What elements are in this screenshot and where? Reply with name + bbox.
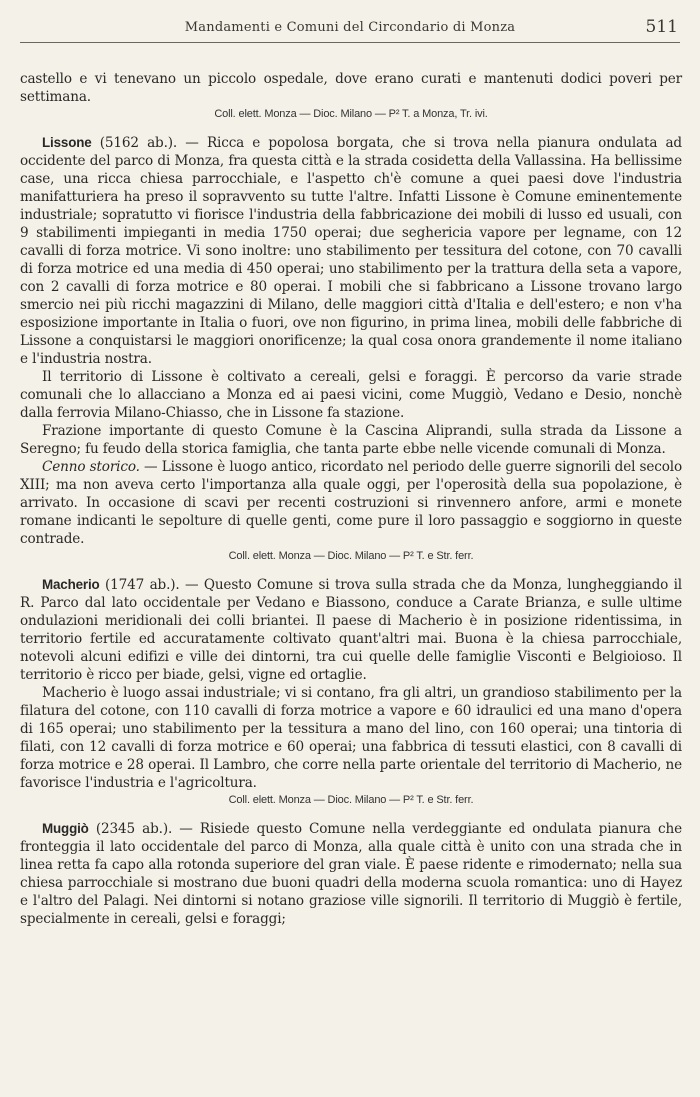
muggio-text: (2345 ab.). — Risiede questo Comune nella verdeggiante ed ondulata pianura che fronteggia il lato occidentale del parco di Monza, alla quale città è unito con una strada che in linea retta fa capo alla rotonda superiore del gran viale. È paese ridente e rimodernato; nella sua chiesa parrocchiale si mostrano due buoni quadri della moderna scuola romantica: uno di Hayez e l'altro del Palagi. Nei dintorni si notano graziose ville signorili. Il territorio di Muggiò è fertile, specialmente in cereali, gelsi e foraggi; bbox=[20, 821, 682, 927]
muggio-name: Muggiò bbox=[42, 821, 89, 836]
meta-line-macherio: Coll. elett. Monza — Dioc. Milano — P² T. e Str. ferr. bbox=[228, 794, 474, 806]
macherio-entry bbox=[20, 576, 682, 684]
cenno-text: — Lissone è luogo antico, ricordato nel periodo delle guerre signorili del secolo XIII; ma non aveva certo l'importanza alla quale oggi, per l'operosità della sua popolazione, è arrivato. In occasione di scavi per recenti costruzioni si rinvennero anfore, armi e monete romane indicanti le sepolture di quelle genti, come pure il loro passaggio e soggiorno in queste contrade. bbox=[20, 459, 682, 547]
lissone-name: Lissone bbox=[42, 135, 92, 150]
meta-line-lissone: Coll. elett. Monza — Dioc. Milano — P² T. e Str. ferr. bbox=[228, 550, 474, 562]
macherio-name: Macherio bbox=[42, 577, 100, 592]
lissone-territory: Il territorio di Lissone è coltivato a cereali, gelsi e foraggi. È percorso da varie strade comunali che lo allacciano a Monza ed ai paesi vicini, come Muggiò, Vedano e Desio, nonchè dalla ferrovia Milano-Chiasso, che in Lissone fa stazione. bbox=[20, 369, 682, 421]
lissone-entry bbox=[20, 134, 682, 368]
macherio-industry: Macherio è luogo assai industriale; vi si contano, fra gli altri, un grandioso stabilimento per la filatura del cotone, con 110 cavalli di forza motrice a vapore e 60 idraulici ed una mano d'opera di 165 operai; uno stabilimento per la tessitura a mano del lino, con 160 operai; una tintoria di filati, con 12 cavalli di forza motrice e 60 operai; una fabbrica di tessuti elastici, con 8 cavalli di forza motrice e 28 operai. Il Lambro, che corre nella parte orientale del territorio di Macherio, ne favorisce l'industria e l'agricoltura. bbox=[20, 685, 682, 791]
muggio-entry bbox=[20, 820, 682, 928]
lissone-text: (5162 ab.). — Ricca e popolosa borgata, che si trova nella pianura ondulata ad occidente del parco di Monza, fra questa città e la strada cosidetta della Vallassina. Ha bellissime case, una ricca chiesa parrocchiale, e l'aspetto ch'è comune a quei paesi dove l'industria manifatturiera ha preso il sopravvento su tutte l'altre. Infatti Lissone è Comune eminentemente industriale; sopratutto vi fiorisce l'industria della fabbricazione dei mobili di lusso ed usuali, con 9 stabilimenti impieganti in media 1750 operai; due seghericia vapore per legname, con 12 cavalli di forza motrice. Vi sono inoltre: uno stabilimento per tessitura del cotone, con 70 cavalli di forza motrice ed una media di 450 operai; uno stabilimento per la trattura della seta a vapore, con 2 cavalli di forza motrice e 80 operai. I mobili che si fabbricano a Lissone trovano largo smercio nei più ricchi magazzini di Milano, delle maggiori città d'Italia e dell'estero; e non v'ha esposizione importante in Italia o fuori, ove non figurino, in prima linea, mobili delle fabbriche di Lissone a conquistarsi le maggiori onorificenze; la qual cosa onora grandemente il nome italiano e l'industria nostra. bbox=[20, 135, 682, 367]
macherio-text: (1747 ab.). — Questo Comune si trova sulla strada che da Monza, lungheggiando il R. Parco dal lato occidentale per Vedano e Biassono, conduce a Carate Brianza, e sulle ultime ondulazioni meridionali dei colli briantei. Il paese di Macherio è in posizione ridentissima, in territorio fertile ed accuratamente coltivato quant'altri mai. Buona è la chiesa parrocchiale, notevoli alcuni edifizi e ville dei dintorni, tra cui quelle delle famiglie Visconti e Belgioioso. Il territorio è ricco per biade, gelsi, vigne ed ortaglie. bbox=[20, 577, 682, 683]
lissone-frazione: Frazione importante di questo Comune è la Cascina Aliprandi, sulla strada da Lissone a Seregno; fu feudo della storica famiglia, che tanta parte ebbe nelle vicende comunali di Monza. bbox=[20, 423, 682, 457]
page-body bbox=[20, 70, 682, 928]
page-number: 511 bbox=[645, 17, 678, 37]
header-title: Mandamenti e Comuni del Circondario di Monza bbox=[184, 20, 516, 35]
paragraph-castello: castello e vi tenevano un piccolo ospedale, dove erano curati e mantenuti dodici poveri per settimana. bbox=[20, 71, 682, 105]
running-header bbox=[20, 18, 680, 43]
lissone-cenno bbox=[20, 458, 682, 548]
cenno-label: Cenno storico. bbox=[42, 459, 140, 475]
meta-line-monza: Coll. elett. Monza — Dioc. Milano — P² T. a Monza, Tr. ivi. bbox=[214, 108, 488, 120]
